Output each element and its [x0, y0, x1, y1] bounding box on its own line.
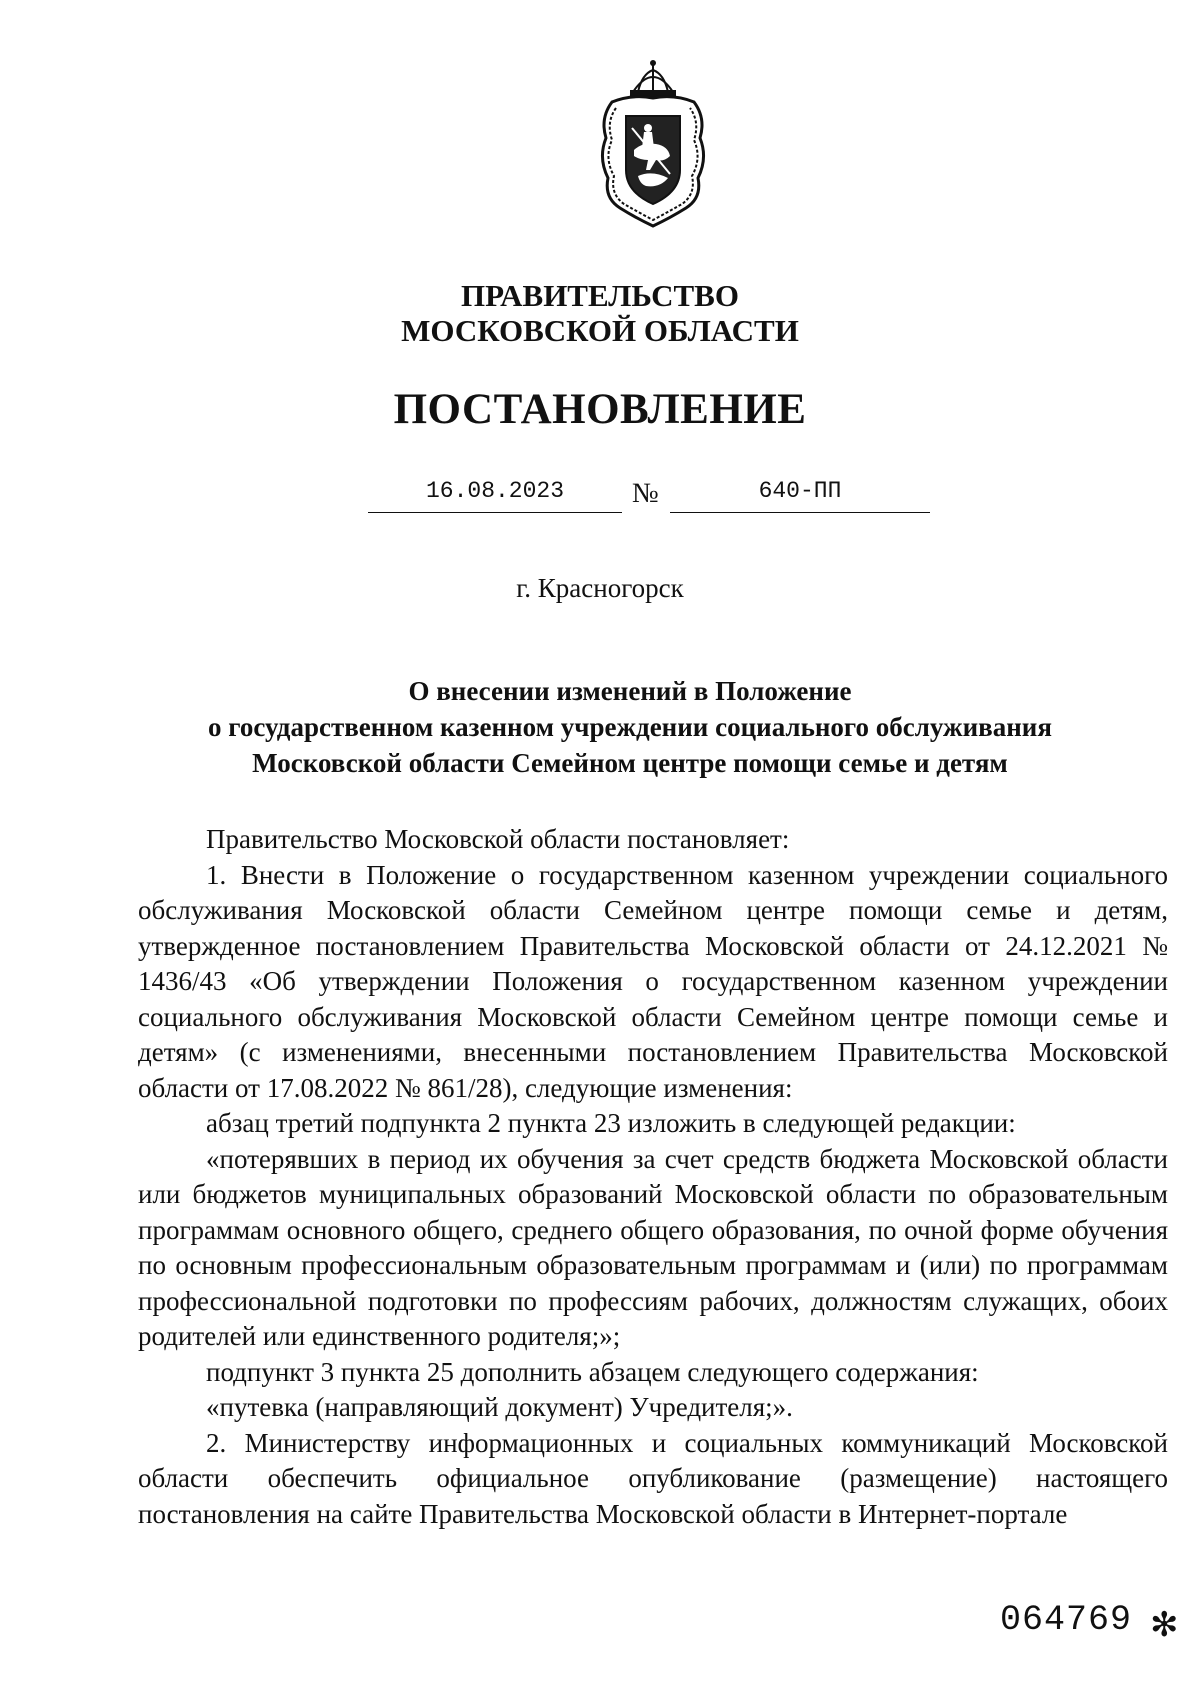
coat-of-arms-emblem	[590, 58, 716, 228]
title-line-3: Московской области Семейном центре помощи семье и детям	[252, 748, 1008, 778]
city-name: г. Красногорск	[516, 573, 684, 603]
document-number: 640-ПП	[670, 478, 930, 513]
document-date: 16.08.2023	[368, 478, 622, 513]
paragraph-2: 2. Министерству информационных и социальных коммуникаций Московской области обеспечить официальное опубликование (размещение) настоящего постановления на сайте Правительства Московской области в Интернет-портале	[138, 1427, 1168, 1529]
amendment-text-2: «путевка (направляющий документ) Учредителя;».	[206, 1392, 793, 1422]
form-serial-number: 064769	[1000, 1600, 1133, 1640]
organization-name-line2: МОСКОВСКОЙ ОБЛАСТИ	[401, 313, 799, 348]
preamble-paragraph: Правительство Московской области постановляет:	[206, 824, 790, 854]
amendment-instruction-2: подпункт 3 пункта 25 дополнить абзацем следующего содержания:	[206, 1356, 979, 1387]
document-body	[138, 822, 1168, 1532]
title-line-1: О внесении изменений в Положение	[408, 676, 852, 706]
document-title	[150, 673, 1110, 781]
asterisk-mark-icon: ✻	[1150, 1605, 1179, 1645]
title-line-2: о государственном казенном учреждении социального обслуживания	[208, 712, 1052, 742]
number-sign: №	[632, 478, 659, 509]
paragraph-1: 1. Внести в Положение о государственном казенном учреждении социального обслуживания Московской области Семейном центре помощи семье и детям, утвержденное постановлением Правительства Московской области от 24.12.2021 № 1436/43 «Об утверждении Положения о государственном казенном учреждении социального обслуживания Московской области Семейном центре помощи семье и детям» (с изменениями, внесенными постановлением Правительства Московской области от 17.08.2022 № 861/28), следующие изменения:	[138, 859, 1168, 1103]
amendment-instruction-1: абзац третий подпункта 2 пункта 23 изложить в следующей редакции:	[206, 1108, 1016, 1138]
amendment-text-1: «потерявших в период их обучения за счет средств бюджета Московской области или бюджетов муниципальных образований Московской области по образовательным программам основного общего, среднего общего образования, по очной форме обучения по основным профессиональным образовательным программам и (или) по программам профессиональной подготовки по профессиям рабочих, должностям служащих, обоих родителей или единственного родителя;»;	[138, 1143, 1168, 1351]
document-type-heading: ПОСТАНОВЛЕНИЕ	[393, 386, 807, 433]
organization-name-line1: ПРАВИТЕЛЬСТВО	[461, 278, 739, 313]
